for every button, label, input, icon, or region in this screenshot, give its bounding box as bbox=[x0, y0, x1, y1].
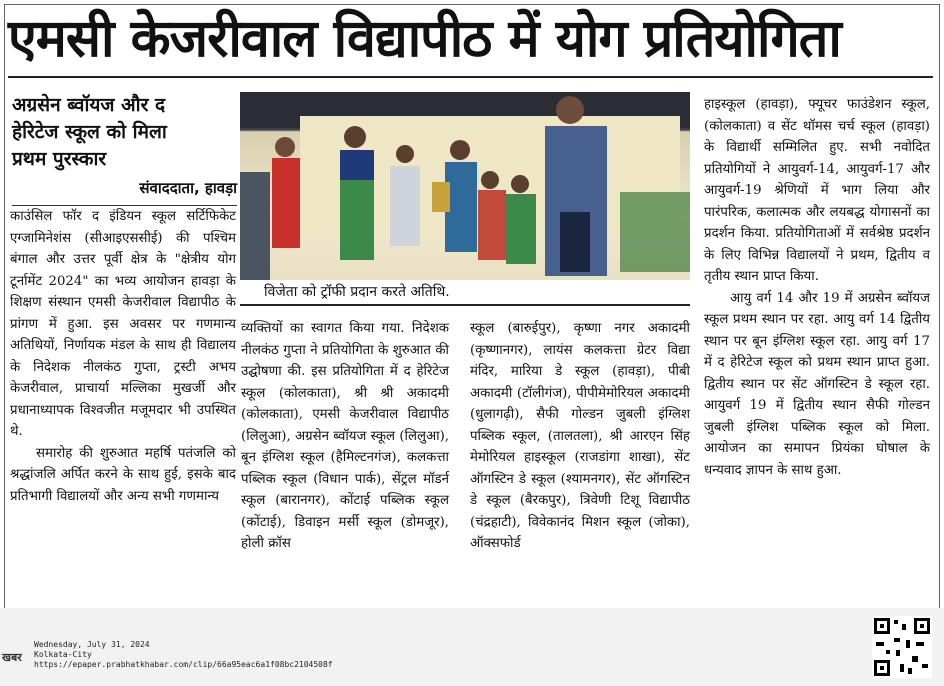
byline: संवाददाता, हावड़ा bbox=[139, 179, 237, 197]
paragraph: स्कूल (बारुईपुर), कृष्णा नगर अकादमी (कृष्णानगर), लायंस कलकत्ता ग्रेटर विद्या मंदिर, मारिया डे स्कूल (हावड़ा), पीबी अकादमी (टॉलीगंज), पीपीमेमोरियल अकादमी (धुलागढ़ी), सैफी गोल्डन जुबली इंग्लिश पब्लिक स्कूल, (तालतला), श्री आरएन सिंह मेमोरियल हाइस्कूल (राजडांगा शाखा), सेंट ऑगस्टिन डे स्कूल (श्यामनगर), सेंट ऑगस्टिन डे स्कूल (बैरकपुर), त्रिवेणी टिशू विद्यापीठ (चंद्रहाटी), विवेकानंद मिशन स्कूल (जोका), ऑक्सफोर्ड bbox=[470, 321, 690, 551]
subheadline bbox=[12, 92, 234, 173]
photo-illustration bbox=[240, 92, 690, 302]
article-column-4 bbox=[704, 94, 930, 481]
publication-logo: खबर bbox=[2, 651, 22, 664]
subheadline-line-2: हेरिटेज स्कूल को मिला bbox=[12, 121, 167, 143]
headline: एमसी केजरीवाल विद्यापीठ में योग प्रतियोगिता bbox=[8, 9, 841, 69]
article-column-3 bbox=[470, 318, 690, 555]
caption-rule bbox=[240, 304, 690, 306]
paragraph: व्यक्तियों का स्वागत किया गया. निदेशक नीलकंठ गुप्ता ने प्रतियोगिता के शुरुआत की उद्घोषणा की. इस प्रतियोगिता में द हेरिटेज स्कूल (कोलकाता), श्री श्री अकादमी (कोलकाता), एमसी केजरीवाल विद्यापीठ (लिलुआ), अग्रसेन ब्वॉयज स्कूल (लिलुआ), बून इंग्लिश स्कूल (हैमिल्टनगंज), कलकत्ता पब्लिक स्कूल (विधान पार्क), सेंट्रल मॉडर्न स्कूल (बारानगर), कोंटाई पब्लिक स्कूल (कोंटाई), डिवाइन मर्सी स्कूल (डोमजूर), होली क्रॉस bbox=[241, 321, 449, 551]
article-column-1 bbox=[10, 206, 236, 507]
article-column-2 bbox=[241, 318, 449, 555]
paragraph: काउंसिल फॉर द इंडियन स्कूल सर्टिफिकेट एग्जामिनेशंस (सीआइएससीई) की पश्चिम बंगाल और उत्तर पूर्वी क्षेत्र के "क्षेत्रीय योग टूर्नामेंट 2024" का भव्य आयोजन हावड़ा के शिक्षण संस्थान एमसी केजरीवाल विद्यापीठ के प्रांगण में हुआ. इस अवसर पर गणमान्य अतिथियों, निर्णायक मंडल के साथ ही विद्यालय के निदेशक नीलकंठ गुप्ता, ट्रस्टी अभय केजरीवाल, प्राचार्या मल्लिका मुखर्जी और प्रधानाध्यापक विश्वजीत मजूमदार भी उपस्थित थे. bbox=[10, 209, 236, 439]
subheadline-line-3: प्रथम पुरस्कार bbox=[12, 148, 107, 170]
clip-url[interactable]: https://epaper.prabhatkhabar.com/clip/66a95eac6a1f08bc2104508f bbox=[34, 660, 333, 669]
photo-caption: विजेता को ट्रॉफी प्रदान करते अतिथि. bbox=[240, 280, 690, 304]
qr-code-icon[interactable] bbox=[872, 616, 932, 678]
clip-date bbox=[34, 640, 150, 660]
subheadline-line-1: अग्रसेन ब्वॉयज और द bbox=[12, 94, 166, 116]
paragraph: हाइस्कूल (हावड़ा), फ्यूचर फाउंडेशन स्कूल, (कोलकाता) व सेंट थॉमस चर्च स्कूल (हावड़ा) के विद्यार्थी सम्मिलित हुए. सभी नवोदित प्रतियोगियों ने आयुवर्ग-14, आयुवर्ग-17 और आयुवर्ग-19 श्रेणियों में भाग लिया और पारंपरिक, कलात्मक और लयबद्ध योगासनों का प्रदर्शन किया. प्रतियोगिताओं में सर्वश्रेष्ठ प्रदर्शन के लिए विभिन्न विद्यालयों ने प्रथम, द्वितीय व तृतीय स्थान प्राप्त किया. bbox=[704, 97, 930, 284]
clip-date-text: Wednesday, July 31, 2024 bbox=[34, 640, 150, 649]
paragraph: आयु वर्ग 14 और 19 में अग्रसेन ब्वॉयज स्कूल प्रथम स्थान पर रहा. आयु वर्ग 14 द्वितीय स्थान पर बून इंग्लिश स्कूल रहा. आयु वर्ग 17 में द हेरिटेज स्कूल को प्रथम स्थान प्राप्त हुआ. द्वितीय स्थान पर सेंट ऑगस्टिन डे स्कूल रहा. आयुवर्ग 19 में द्वितीय स्थान सैफी गोल्डन जुबली इंग्लिश पब्लिक स्कूल को मिला. आयोजन का समापन प्रियंका घोषाल के धन्यवाद ज्ञापन के साथ हुआ. bbox=[704, 290, 930, 478]
paragraph: समारोह की शुरुआत महर्षि पतंजलि को श्रद्धांजलि अर्पित करने के साथ हुई, इसके बाद प्रतिभागी विद्यालयों और अन्य सभी गणमान्य bbox=[10, 445, 236, 504]
news-photo bbox=[240, 92, 690, 302]
headline-rule bbox=[8, 76, 933, 78]
clip-edition: Kolkata-City bbox=[34, 650, 92, 659]
